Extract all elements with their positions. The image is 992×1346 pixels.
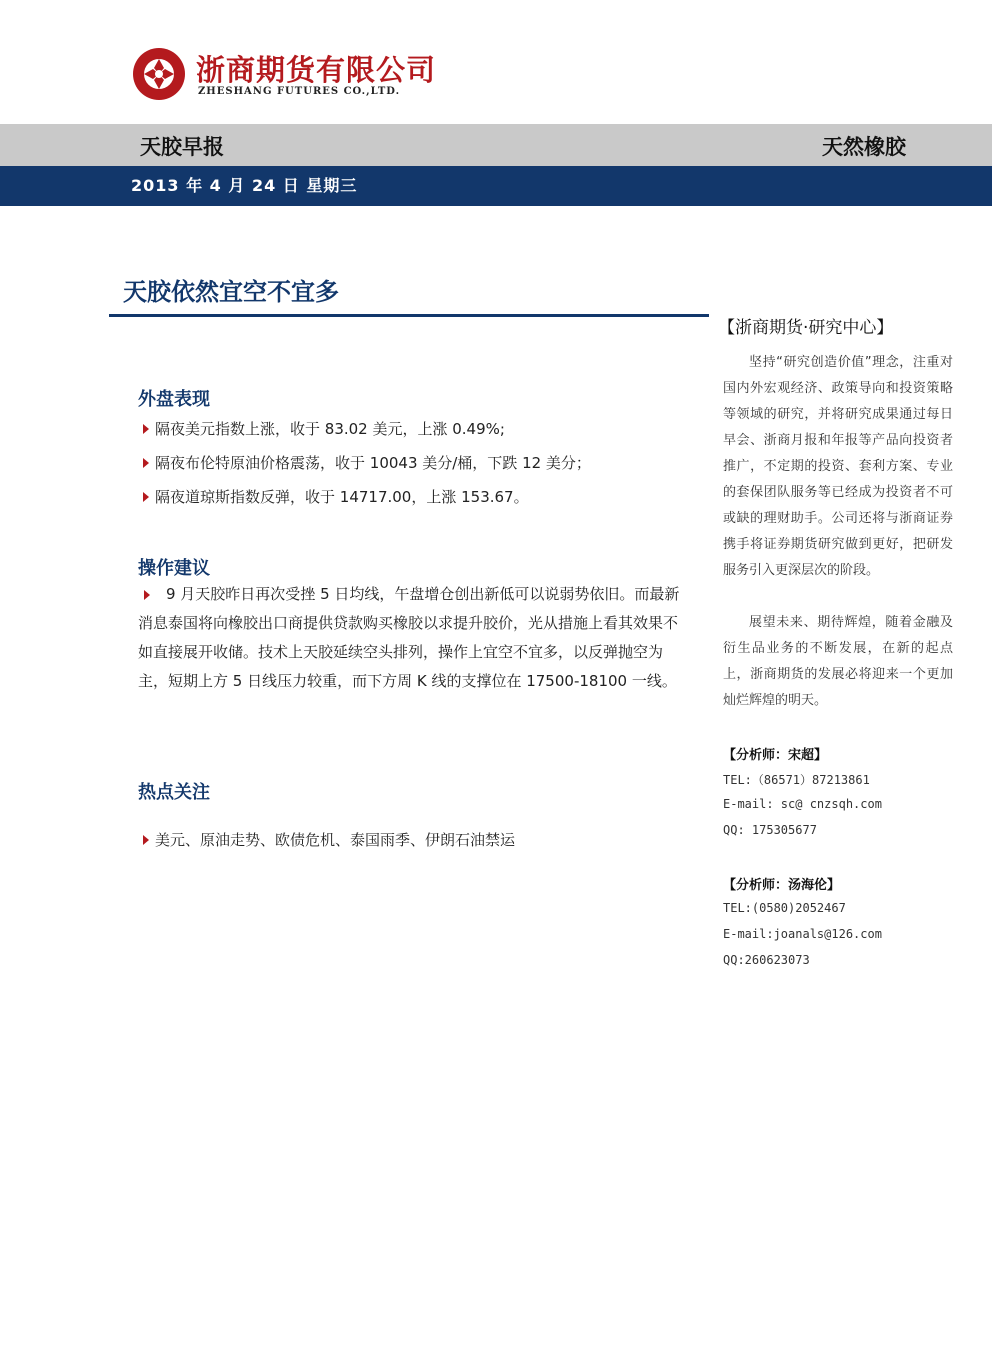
analyst-qq: QQ: 175305677 xyxy=(723,823,817,837)
section-heading-hotspots: 热点关注 xyxy=(138,782,210,803)
analyst-name: 【分析师：宋超】 xyxy=(723,748,828,763)
bullet-triangle-icon xyxy=(143,458,149,468)
analyst-email[interactable]: E-mail:joanals@126.com xyxy=(723,927,882,941)
bullet-triangle-icon xyxy=(143,835,149,845)
report-name: 天胶早报 xyxy=(140,135,224,159)
list-item xyxy=(143,486,529,507)
title-divider xyxy=(109,314,709,317)
list-item-text: 隔夜布伦特原油价格震荡，收于 10043 美分/桶，下跌 12 美分； xyxy=(155,454,591,472)
advice-text: 9 月天胶昨日再次受挫 5 日均线，午盘增仓创出新低可以说弱势依旧。而最新消息泰国将向橡胶出口商提供贷款购买橡胶以求提升胶价，光从措施上看其效果不如直接展开收储。技术上天胶延续空头排列，操作上宜空不宜多，以反弹抛空为主，短期上方 5 日线压力较重，而下方周 K 线的支撑位在 17500-18100 一线。 xyxy=(138,585,680,690)
list-item xyxy=(143,829,515,850)
report-category: 天然橡胶 xyxy=(822,135,906,159)
list-item-text: 隔夜美元指数上涨，收于 83.02 美元，上涨 0.49%; xyxy=(155,420,505,438)
list-item xyxy=(143,418,505,439)
analyst-tel: TEL:(0580)2052467 xyxy=(723,901,846,915)
research-center-header: 【浙商期货·研究中心】 xyxy=(718,318,894,338)
advice-paragraph xyxy=(138,580,686,696)
page-title: 天胶依然宜空不宜多 xyxy=(123,278,339,306)
company-logo-icon xyxy=(131,46,187,102)
company-name-cn: 浙商期货有限公司 xyxy=(196,53,437,87)
section-heading-advice: 操作建议 xyxy=(138,558,210,579)
report-date: 2013 年 4 月 24 日 星期三 xyxy=(131,176,358,195)
bullet-triangle-icon xyxy=(144,590,150,600)
research-center-outlook: 展望未来、期待辉煌，随着金融及衍生品业务的不断发展，在新的起点上，浙商期货的发展必将迎来一个更加灿烂辉煌的明天。 xyxy=(723,615,953,708)
research-center-intro: 坚持“研究创造价值”理念，注重对国内外宏观经济、政策导向和投资策略等领域的研究，并将研究成果通过每日早会、浙商月报和年报等产品向投资者推广，不定期的投资、套利方案、专业的套保团队服务等已经成为投资者不可或缺的理财助手。公司还将与浙商证券携手将证券期货研究做到更好，把研发服务引入更深层次的阶段。 xyxy=(723,355,953,578)
analyst-tel: TEL:（86571）87213861 xyxy=(723,773,870,787)
analyst-name: 【分析师：汤海伦】 xyxy=(723,878,841,893)
section-heading-external: 外盘表现 xyxy=(138,389,210,410)
list-item xyxy=(143,452,591,473)
list-item-text: 隔夜道琼斯指数反弹，收于 14717.00，上涨 153.67。 xyxy=(155,488,529,506)
analyst-email[interactable]: E-mail: sc@ cnzsqh.com xyxy=(723,797,882,811)
bullet-triangle-icon xyxy=(143,424,149,434)
list-item-text: 美元、原油走势、欧债危机、泰国雨季、伊朗石油禁运 xyxy=(155,831,516,849)
company-name-en: ZHESHANG FUTURES CO.,LTD. xyxy=(198,86,401,97)
analyst-qq: QQ:260623073 xyxy=(723,953,810,967)
bullet-triangle-icon xyxy=(143,492,149,502)
